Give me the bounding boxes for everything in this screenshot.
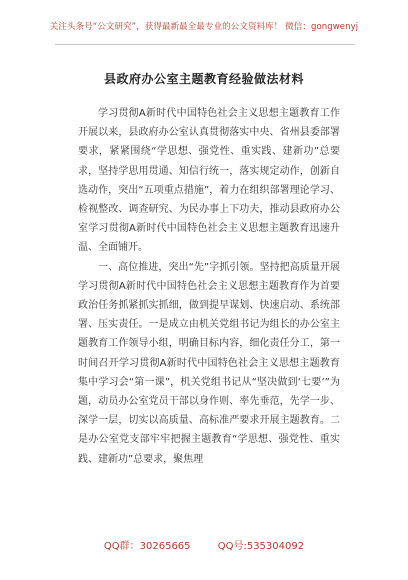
footer-qq-number: QQ号:535304092 [217, 541, 305, 552]
document-title: 县政府办公室主题教育经验做法材料 [103, 72, 304, 86]
header-note: 关注头条号“公文研究”，获得最新最全最专业的公文资料库！ 微信：gongwenyj [49, 22, 359, 32]
document-body [78, 104, 340, 469]
paragraph-intro: 学习贯彻A新时代中国特色社会主义思想主题教育工作开展以来，县政府办公室认真贯彻落实中央、省州县委部署要求，紧紧围绕“学思想、强党性、重实践、建新功”总要求，坚持学思用贯通、知信行统一，落实规定动作，创新自选动作，突出“五项重点措施”，着力在组织部署理论学习、检视整改、调查研究、为民办事上下功夫，推动县政府办公室学习贯彻A新时代中国特色社会主义思想主题教育迅速升温、全面铺开。 [78, 108, 340, 254]
footer-contacts [0, 537, 408, 552]
paragraph-section-1: 一、高位推进，突出“先”字抓引领。坚持把高质量开展学习贯彻A新时代中国特色社会主义思想主题教育作为首要政治任务抓紧抓实抓细，做到提早谋划、快速启动、系统部署、压实责任。一是成立由机关党组书记为组长的办公室主题教育工作领导小组，明确目标内容，细化责任分工，第一时间召开学习贯彻A新时代中国特色社会主义思想主题教育集中学习会“第一课”，机关党组书记从“坚决做到‘七要’”为题，动员办公室党员干部以身作则、率先垂范，先学一步、深学一层，切实以高质量、高标准严要求开展主题教育。二是办公室党支部牢牢把握主题教育“学思想、强党性、重实践、建新功”总要求，聚焦理 [78, 261, 340, 465]
footer-qq-group: QQ群：30265665 [103, 541, 191, 552]
header-divider [55, 44, 355, 45]
